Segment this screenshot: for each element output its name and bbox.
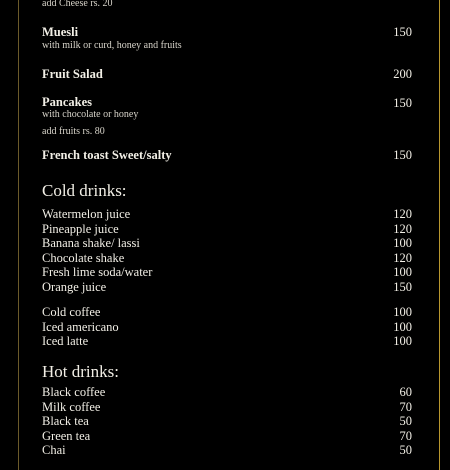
fruit-addon-note: add fruits rs. 80 [42, 126, 105, 137]
drink-name: Banana shake/ lassi [42, 236, 140, 250]
drink-price: 60 [399, 385, 412, 399]
drink-price: 120 [393, 207, 412, 221]
drink-name: Orange juice [42, 280, 107, 294]
drink-price: 100 [393, 265, 412, 279]
drink-price: 50 [399, 414, 412, 428]
drink-name: Cold coffee [42, 305, 101, 319]
drink-name: Watermelon juice [42, 207, 131, 221]
menu-item-price: 150 [393, 96, 412, 110]
drink-price: 70 [399, 400, 412, 414]
menu-item-price: 150 [393, 148, 412, 162]
drink-name: Milk coffee [42, 400, 101, 414]
drink-name: Iced latte [42, 334, 89, 348]
drink-price: 50 [399, 443, 412, 457]
drink-name: Black coffee [42, 385, 106, 399]
menu-item-name: Fruit Salad [42, 67, 103, 81]
menu-item-price: 200 [393, 67, 412, 81]
drink-name: Iced americano [42, 320, 119, 334]
section-title-hot-drinks: Hot drinks: [42, 362, 119, 381]
section-title-cold-drinks: Cold drinks: [42, 181, 127, 200]
drink-price: 120 [393, 222, 412, 236]
drink-price: 100 [393, 320, 412, 334]
menu-item-description: with milk or curd, honey and fruits [42, 40, 182, 51]
menu-item-name: Muesli [42, 25, 79, 39]
menu-item-name: Pancakes [42, 95, 92, 109]
drink-price: 100 [393, 305, 412, 319]
drink-price: 150 [393, 280, 412, 294]
drink-name: Chai [42, 443, 66, 457]
cheese-addon-note: add Cheese rs. 20 [42, 0, 113, 9]
menu-item-name: French toast Sweet/salty [42, 148, 172, 162]
drink-price: 70 [399, 429, 412, 443]
drink-price: 100 [393, 334, 412, 348]
menu-item-price: 150 [393, 25, 412, 39]
drink-name: Green tea [42, 429, 91, 443]
drink-name: Black tea [42, 414, 89, 428]
drink-name: Pineapple juice [42, 222, 119, 236]
drink-price: 100 [393, 236, 412, 250]
menu-item-description: with chocolate or honey [42, 109, 139, 120]
drink-name: Chocolate shake [42, 251, 125, 265]
drink-price: 120 [393, 251, 412, 265]
drink-name: Fresh lime soda/water [42, 265, 153, 279]
